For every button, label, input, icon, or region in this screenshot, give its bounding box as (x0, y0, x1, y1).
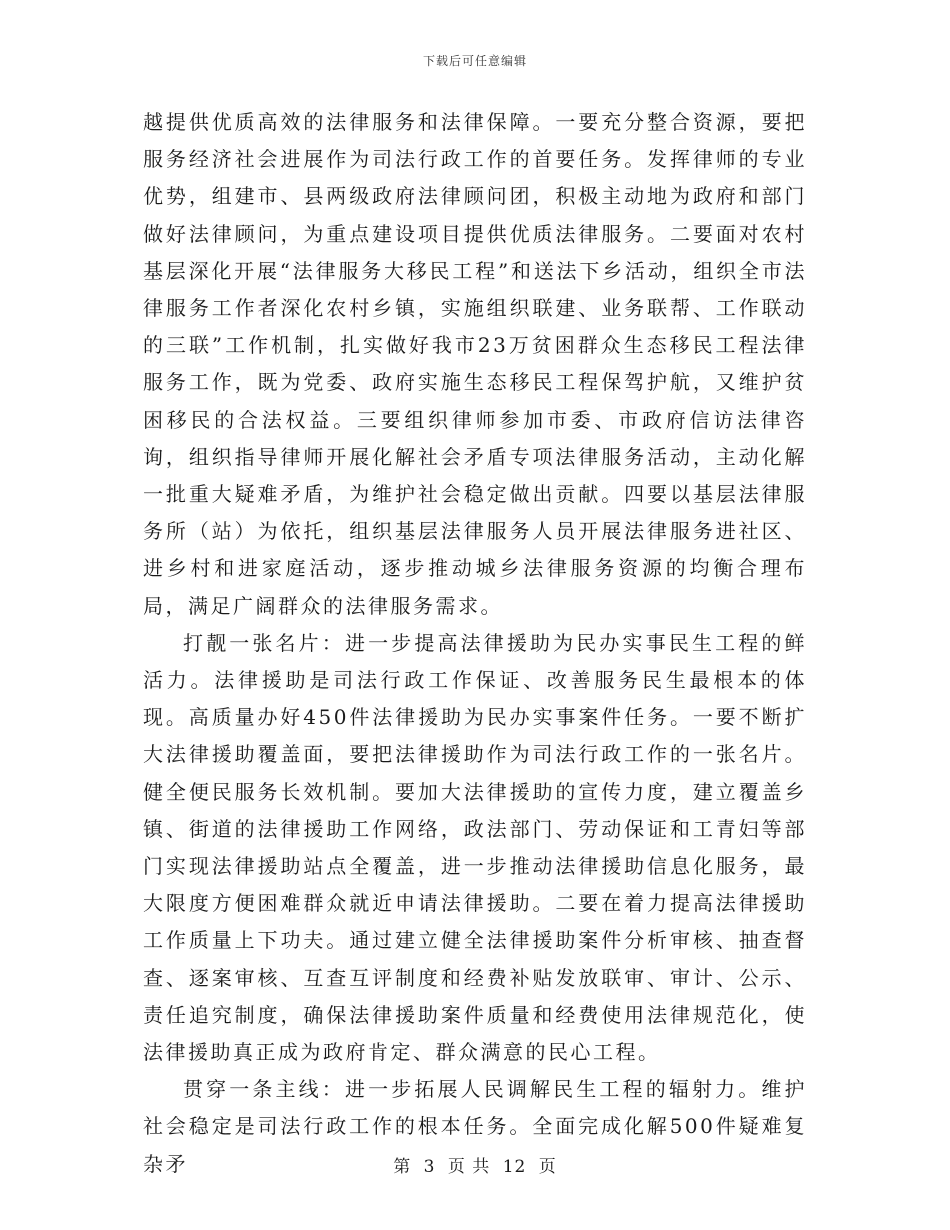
footer-total-pages: 12 (502, 1157, 527, 1177)
paragraph-mediation: 贯穿一条主线：进一步拓展人民调解民生工程的辐射力。维护社会稳定是司法行政工作的根本任务。全面完成化解500件疑难复杂矛 (143, 1077, 807, 1176)
paragraph-legal-services: 越提供优质高效的法律服务和法律保障。一要充分整合资源，要把服务经济社会进展作为司法行政工作的首要任务。发挥律师的专业优势，组建市、县两级政府法律顾问团，积极主动地为政府和部门做好法律顾问，为重点建设项目提供优质法律服务。二要面对农村基层深化开展“法律服务大移民工程”和送法下乡活动，组织全市法律服务工作者深化农村乡镇，实施组织联建、业务联帮、工作联动的三联”工作机制，扎实做好我市23万贫困群众生态移民工程法律服务工作，既为党委、政府实施生态移民工程保驾护航，又维护贫困移民的合法权益。三要组织律师参加市委、市政府信访法律咨询，组织指导律师开展化解社会矛盾专项法律服务活动，主动化解一批重大疑难矛盾，为维护社会稳定做出贡献。四要以基层法律服务所（站）为依托，组织基层法律服务人员开展法律服务进社区、进乡村和进家庭活动，逐步推动城乡法律服务资源的均衡合理布局，满足广阔群众的法律服务需求。 (143, 110, 807, 618)
page-header: 下载后可任意编辑 (422, 54, 527, 68)
footer-suffix: 页 (538, 1157, 557, 1177)
footer-page-number: 3 (423, 1157, 436, 1177)
page-footer (0, 1152, 950, 1177)
footer-middle: 页 共 (447, 1157, 491, 1177)
document-body (143, 104, 807, 1183)
paragraph-legal-aid: 打靓一张名片：进一步提高法律援助为民办实事民生工程的鲜活力。法律援助是司法行政工作保证、改善服务民生最根本的体现。高质量办好450件法律援助为民办实事案件任务。一要不断扩大法律援助覆盖面，要把法律援助作为司法行政工作的一张名片。健全便民服务长效机制。要加大法律援助的宣传力度，建立覆盖乡镇、街道的法律援助工作网络，政法部门、劳动保证和工青妇等部门实现法律援助站点全覆盖，进一步推动法律援助信息化服务，最大限度方便困难群众就近申请法律援助。二要在着力提高法律援助工作质量上下功夫。通过建立健全法律援助案件分析审核、抽查督查、逐案审核、互查互评制度和经费补贴发放联审、审计、公示、责任追究制度，确保法律援助案件质量和经费使用法律规范化，使法律援助真正成为政府肯定、群众满意的民心工程。 (143, 630, 807, 1065)
footer-prefix: 第 (393, 1157, 412, 1177)
